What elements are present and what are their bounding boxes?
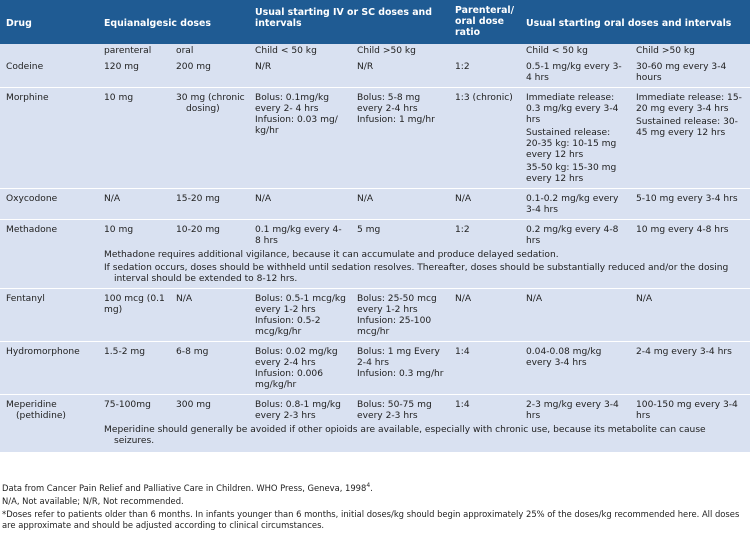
oral-child-lt: 0.5-1 mg/kg every 3-4 hrs — [520, 60, 630, 88]
dose-ratio: 1:2 — [449, 60, 520, 88]
table-row-hydromorphone — [0, 342, 750, 395]
iv-bolus: Bolus: 25-50 mcg every 1-2 hrs — [357, 294, 437, 315]
drug-name-text: Meperidine (pethidine) — [6, 400, 66, 421]
iv-infusion: Infusion: 0.3 mg/hr — [357, 369, 444, 379]
subheader-oral-child-lt: Child < 50 kg — [520, 44, 630, 60]
iv-child-lt — [249, 289, 351, 342]
drug-name — [0, 395, 98, 426]
iv-child-lt: N/A — [249, 189, 351, 220]
oral-sustained-label: Sustained release: — [526, 128, 611, 138]
oral-child-lt: N/A — [520, 289, 630, 342]
drug-name: Fentanyl — [0, 289, 98, 342]
footnote-source-ref: 4 — [366, 482, 371, 489]
iv-infusion: Infusion: 0.5-2 mcg/kg/hr — [255, 316, 321, 337]
oral-child-gt: 5-10 mg every 3-4 hrs — [630, 189, 750, 220]
oral-child-lt: 0.2 mg/kg every 4-8 hrs — [520, 220, 630, 251]
oral-child-gt: 30-60 mg every 3-4 hours — [630, 60, 750, 88]
drug-name: Morphine — [0, 88, 98, 189]
iv-child-gt: 5 mg — [351, 220, 449, 251]
oral-dose: 6-8 mg — [170, 342, 249, 395]
oral-child-gt: N/A — [630, 289, 750, 342]
oral-child-lt: 0.1-0.2 mg/kg every 3-4 hrs — [520, 189, 630, 220]
header-equianalgesic: Equianalgesic doses — [98, 0, 249, 44]
oral-immediate: Immediate release: 15-20 mg every 3-4 hrs — [636, 93, 742, 114]
iv-child-lt — [249, 342, 351, 395]
iv-bolus: Bolus: 0.5-1 mcg/kg every 1-2 hrs — [255, 294, 346, 315]
iv-child-lt: Bolus: 0.8-1 mg/kg every 2-3 hrs — [249, 395, 351, 426]
parenteral-dose: 120 mg — [98, 60, 170, 88]
methadone-note — [98, 250, 750, 289]
header-dose-ratio: Parenteral/ oral dose ratio — [449, 0, 520, 44]
iv-bolus: Bolus: 0.02 mg/kg every 2-4 hrs — [255, 347, 338, 368]
table-row-meperidine — [0, 395, 750, 426]
table-row-methadone — [0, 220, 750, 251]
drug-name: Oxycodone — [0, 189, 98, 220]
iv-infusion: Infusion: 1 mg/hr — [357, 115, 435, 125]
header-oral: Usual starting oral doses and intervals — [520, 0, 750, 44]
oral-dose — [170, 88, 249, 189]
iv-child-gt — [351, 342, 449, 395]
parenteral-dose: 10 mg — [98, 220, 170, 251]
parenteral-dose: 1.5-2 mg — [98, 342, 170, 395]
parenteral-dose: N/A — [98, 189, 170, 220]
table-row-fentanyl — [0, 289, 750, 342]
oral-immediate: Immediate release: 0.3 mg/kg every 3-4 hrs — [526, 93, 619, 125]
table-row-meperidine-note — [0, 425, 750, 452]
iv-infusion: Infusion: 0.006 mg/kg/hr — [255, 369, 323, 390]
header-iv-sc: Usual starting IV or SC doses and intervals — [249, 0, 449, 44]
subheader-iv-child-gt: Child >50 kg — [351, 44, 449, 60]
footnote-source: Data from Cancer Pain Relief and Palliative Care in Children. WHO Press, Geneva, 1998$^4$. — [2, 482, 373, 493]
parenteral-dose: 100 mcg (0.1 mg) — [98, 289, 170, 342]
iv-child-lt: N/R — [249, 60, 351, 88]
oral-dose: 15-20 mg — [170, 189, 249, 220]
iv-bolus: Bolus: 0.1mg/kg every 2- 4 hrs — [255, 93, 329, 114]
note-indent — [0, 425, 98, 452]
iv-infusion: Infusion: 25-100 mcg/hr — [357, 316, 432, 337]
table-row-morphine — [0, 88, 750, 189]
drug-name: Hydromorphone — [0, 342, 98, 395]
iv-child-gt — [351, 88, 449, 189]
oral-dose: N/A — [170, 289, 249, 342]
header-row — [0, 0, 750, 44]
iv-child-gt: Bolus: 50-75 mg every 2-3 hrs — [351, 395, 449, 426]
dose-ratio: 1:2 — [449, 220, 520, 251]
subheader-oral: oral — [170, 44, 249, 60]
dose-ratio: N/A — [449, 189, 520, 220]
subheader-empty — [0, 44, 98, 60]
oral-sustained: Sustained release: 30-45 mg every 12 hrs — [636, 117, 738, 138]
iv-child-gt: N/R — [351, 60, 449, 88]
oral-child-lt — [520, 88, 630, 189]
table-row-codeine — [0, 60, 750, 88]
oral-child-lt: 2-3 mg/kg every 3-4 hrs — [520, 395, 630, 426]
subheader-row — [0, 44, 750, 60]
oral-child-lt: 0.04-0.08 mg/kg every 3-4 hrs — [520, 342, 630, 395]
dose-ratio: 1:4 — [449, 395, 520, 426]
dose-ratio: N/A — [449, 289, 520, 342]
iv-bolus: Bolus: 5-8 mg every 2-4 hrs — [357, 93, 421, 114]
iv-bolus: Bolus: 1 mg Every 2-4 hrs — [357, 347, 440, 368]
parenteral-dose: 10 mg — [98, 88, 170, 189]
drug-name: Codeine — [0, 60, 98, 88]
parenteral-dose: 75-100mg — [98, 395, 170, 426]
iv-infusion: Infusion: 0.03 mg/ kg/hr — [255, 115, 338, 136]
meperidine-note — [98, 425, 750, 452]
note-indent — [0, 250, 98, 289]
iv-child-gt — [351, 289, 449, 342]
footnotes — [2, 480, 748, 533]
iv-child-lt: 0.1 mg/kg every 4-8 hrs — [249, 220, 351, 251]
subheader-iv-child-lt: Child < 50 kg — [249, 44, 351, 60]
table-row-methadone-notes — [0, 250, 750, 289]
meperidine-note-text: Meperidine should generally be avoided if other opioids are available, especially with chronic use, because its metabolite can cause seizures. — [104, 425, 706, 446]
oral-dose: 200 mg — [170, 60, 249, 88]
footnote-source-text: Data from Cancer Pain Relief and Palliative Care in Children. WHO Press, Geneva, 1998 — [2, 482, 367, 493]
methadone-note-sedation: If sedation occurs, doses should be withheld until sedation resolves. Thereafter, doses should be substantially reduced and/or the dosing interval should be extended to 8-12 hrs. — [104, 263, 729, 284]
oral-sustained-20-35: 20-35 kg: 10-15 mg every 12 hrs — [526, 139, 617, 160]
methadone-note-vigilance: Methadone requires additional vigilance, because it can accumulate and produce delayed sedation. — [104, 250, 559, 260]
dose-ratio: 1:3 (chronic) — [449, 88, 520, 189]
footnote-abbreviations: N/A, Not available; N/R, Not recommended. — [2, 495, 184, 506]
footnote-dose-note: *Doses refer to patients older than 6 months. In infants younger than 6 months, initial doses/kg should begin approximately 25% of the doses/kg recommended here. All doses are approximate and should be adjusted according to clinical circumstances. — [2, 508, 740, 530]
drug-name: Methadone — [0, 220, 98, 251]
oral-child-gt — [630, 88, 750, 189]
table-row-oxycodone — [0, 189, 750, 220]
header-drug: Drug — [0, 0, 98, 44]
oral-dose: 10-20 mg — [170, 220, 249, 251]
oral-child-gt: 10 mg every 4-8 hrs — [630, 220, 750, 251]
oral-dose: 300 mg — [170, 395, 249, 426]
iv-child-gt: N/A — [351, 189, 449, 220]
dose-ratio: 1:4 — [449, 342, 520, 395]
subheader-ratio-empty — [449, 44, 520, 60]
oral-child-gt: 2-4 mg every 3-4 hrs — [630, 342, 750, 395]
subheader-parenteral: parenteral — [98, 44, 170, 60]
oral-sustained-35-50: 35-50 kg: 15-30 mg every 12 hrs — [526, 163, 617, 184]
subheader-oral-child-gt: Child >50 kg — [630, 44, 750, 60]
oral-child-gt: 100-150 mg every 3-4 hrs — [630, 395, 750, 426]
iv-child-lt — [249, 88, 351, 189]
oral-dose-text: 30 mg (chronic dosing) — [176, 93, 245, 114]
